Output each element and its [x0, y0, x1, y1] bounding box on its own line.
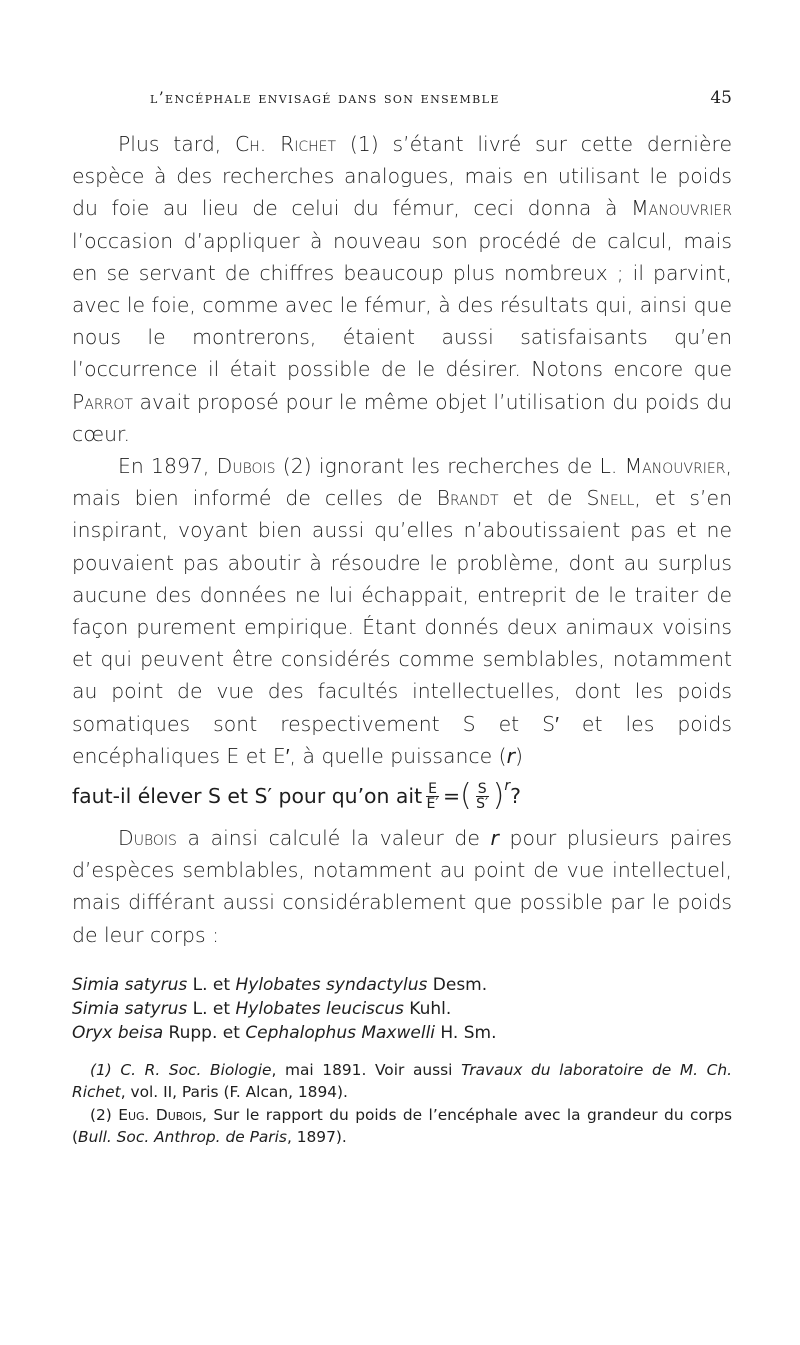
text-span: pour plusieurs paires d’espèces semblables, notamment au point de vue intellectuel, mais différant aussi considérablement que possible par le poids de leur corps :	[72, 826, 732, 947]
text-span: (1) s’étant livré sur cette dernière espèce à des recherches analogues, mais en utilisant le poids du foie au lieu de celui du fémur, ceci donna à	[72, 132, 732, 221]
species-name: Simia satyrus	[72, 998, 188, 1019]
author-richet: Ch. Richet	[235, 132, 337, 156]
species-pair-3	[72, 1021, 732, 1045]
text-span: Kuhl.	[403, 998, 452, 1019]
right-paren: )	[492, 778, 505, 814]
paragraph-1	[72, 128, 732, 450]
paragraph-2	[72, 450, 732, 772]
text-span: a ainsi calculé la valeur de	[176, 826, 491, 851]
footnote-1	[72, 1059, 732, 1104]
text-span: En 1897,	[118, 454, 217, 479]
formula-tail: ?	[510, 784, 521, 809]
numerator-e: E	[428, 780, 437, 797]
species-pair-2	[72, 997, 732, 1021]
author-brandt: Brandt	[436, 486, 499, 511]
footnote-citation: (1) C. R. Soc. Biologie	[90, 1060, 272, 1079]
text-span: )	[515, 743, 523, 768]
author-dubois: Eug. Dubois	[118, 1105, 202, 1124]
text-span: (2) ignorant les recherches de	[275, 454, 600, 479]
formula-line	[72, 772, 732, 820]
text-span: Plus tard,	[118, 132, 236, 156]
species-list	[72, 973, 732, 1045]
species-pair-1	[72, 973, 732, 997]
paragraph-3	[72, 822, 732, 951]
denominator-e: E′	[426, 795, 439, 812]
text-span: H. Sm.	[435, 1022, 497, 1043]
exponent-r: r	[504, 778, 511, 795]
author-dubois: Dubois	[216, 454, 276, 479]
formula-lead: faut-il élever S et S′ pour qu’on ait	[72, 784, 423, 809]
text-span: , mais bien informé de celles de	[72, 454, 732, 511]
species-name: Simia satyrus	[72, 974, 188, 995]
footnotes	[72, 1059, 732, 1149]
text-span: (2)	[90, 1105, 119, 1124]
author-parrot: Parrot	[72, 389, 133, 414]
text-span: Desm.	[427, 974, 488, 995]
text-span: , vol. II, Paris (F. Alcan, 1894).	[120, 1083, 348, 1102]
running-header	[150, 88, 732, 108]
author-dubois: Dubois	[118, 826, 177, 851]
numerator-s: S	[477, 780, 487, 797]
text-span: L. et	[187, 974, 236, 995]
book-page	[72, 88, 732, 1149]
species-name: Hylobates leuciscus	[235, 998, 404, 1019]
footnote-citation: Travaux du laboratoire de M. Ch. Richet	[72, 1060, 732, 1102]
denominator-s: S′	[476, 795, 489, 812]
text-span: Rupp. et	[163, 1022, 246, 1043]
species-name: Oryx beisa	[72, 1022, 164, 1043]
fraction-e	[426, 782, 439, 811]
species-name: Hylobates syndactylus	[235, 974, 428, 995]
author-manouvrier: L. Manouvrier	[599, 454, 726, 479]
running-title: l’encéphale envisagé dans son ensemble	[150, 89, 500, 107]
text-span: , 1897).	[286, 1128, 347, 1147]
text-span: avait proposé pour le même objet l’utilisation du poids du cœur.	[72, 389, 732, 446]
footnote-2	[72, 1104, 732, 1149]
text-span: l’occasion d’appliquer à nouveau son procédé de calcul, mais en se servant de chiffres beaucoup plus nombreux ; il parvint, avec le foie, comme avec le fémur, à des résultats qui, ainsi que nous le montrerons, étaient aussi satisfaisants qu’en l’occurrence il était possible de le désirer. Notons encore que	[72, 228, 732, 382]
equals-sign: =	[442, 784, 461, 809]
species-name: Cephalophus Maxwelli	[245, 1022, 436, 1043]
fraction-s	[476, 782, 489, 811]
variable-r: r	[490, 826, 499, 851]
author-snell: Snell	[586, 486, 635, 511]
text-span: L. et	[187, 998, 236, 1019]
text-span: , Sur le rapport du poids de l’encéphale avec la grandeur du corps (	[72, 1105, 732, 1147]
footnote-citation: Bull. Soc. Anthrop. de Paris	[78, 1128, 287, 1147]
page-number: 45	[710, 88, 732, 108]
text-span: , mai 1891. Voir aussi	[271, 1060, 462, 1079]
author-manouvrier: Manouvrier	[631, 196, 732, 221]
variable-r: r	[506, 743, 516, 768]
text-span: et de	[498, 486, 587, 511]
left-paren: (	[460, 778, 472, 814]
text-span: , et s’en inspirant, voyant bien aussi qu’elles n’aboutissaient pas et ne pouvaient pas aboutir à résoudre le problème, dont au surplus aucune des données ne lui échappait, entreprit de le traiter de façon purement empirique. Étant donnés deux animaux voisins et qui peuvent être considérés comme semblables, notamment au point de vue des facultés intellectuelles, dont les poids somatiques sont respectivement S et S′ et les poids encéphaliques E et E′, à quelle puissance (	[72, 486, 732, 768]
